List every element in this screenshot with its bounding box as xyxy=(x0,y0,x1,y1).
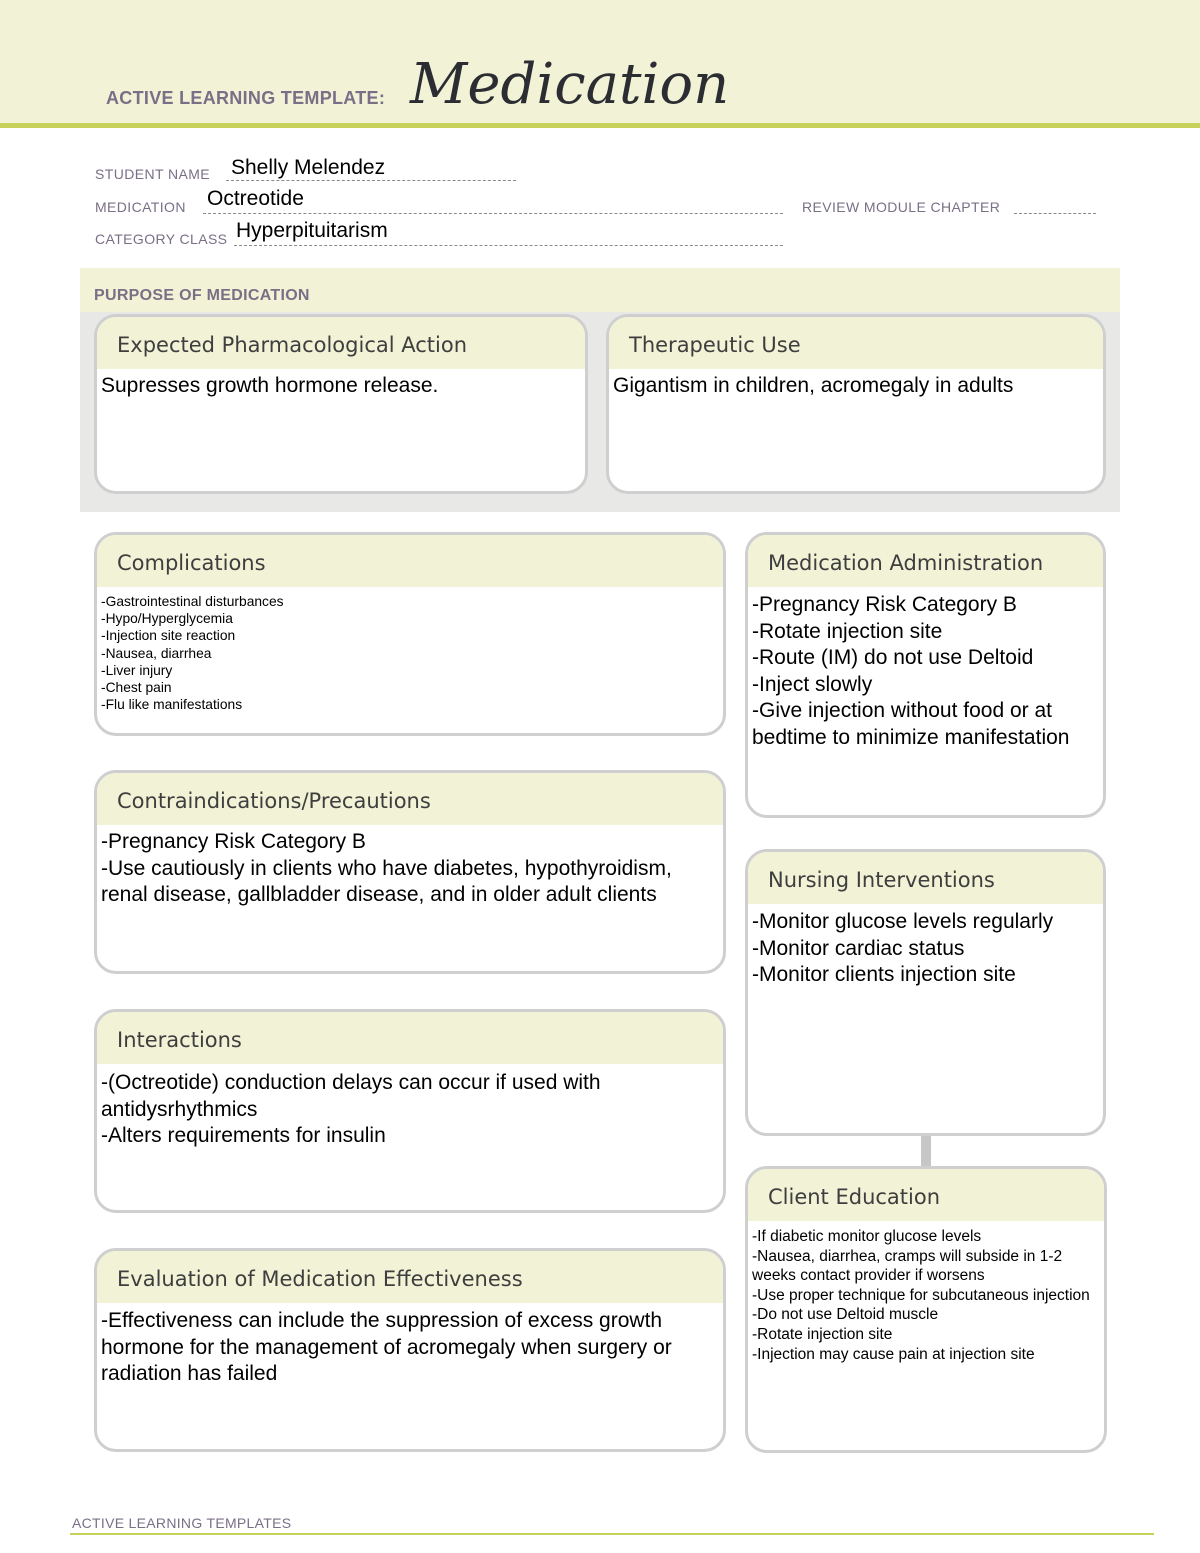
client-education-title: Client Education xyxy=(768,1185,941,1209)
medication-label: MEDICATION xyxy=(95,199,186,215)
complications-text[interactable]: -Gastrointestinal disturbances -Hypo/Hyperglycemia -Injection site reaction -Nausea, diarrhea -Liver injury -Chest pain -Flu like manifestations xyxy=(101,594,284,713)
nursing-interventions-text[interactable]: -Monitor glucose levels regularly -Monitor cardiac status -Monitor clients injection site xyxy=(752,910,1054,986)
evaluation-header xyxy=(97,1251,723,1303)
contraindications-text[interactable]: -Pregnancy Risk Category B -Use cautiously in clients who have diabetes, hypothyroidism, renal disease, gallbladder disease, and in older adult clients xyxy=(101,830,672,906)
header-rule xyxy=(0,123,1200,128)
medication-line xyxy=(203,213,783,214)
purpose-title: PURPOSE OF MEDICATION xyxy=(94,287,310,304)
review-module-label: REVIEW MODULE CHAPTER xyxy=(802,199,1001,215)
student-name-field[interactable]: Shelly Melendez xyxy=(231,156,386,179)
client-education-header xyxy=(748,1169,1104,1221)
therapeutic-use-text[interactable]: Gigantism in children, acromegaly in adults xyxy=(613,374,1014,397)
contraindications-header xyxy=(97,773,723,825)
nursing-interventions-title: Nursing Interventions xyxy=(768,868,995,892)
contraindications-title: Contraindications/Precautions xyxy=(117,789,431,813)
interactions-text[interactable]: -(Octreotide) conduction delays can occur if used with antidysrhythmics -Alters requirements for insulin xyxy=(101,1071,601,1147)
category-class-line xyxy=(234,245,783,246)
therapeutic-use-box xyxy=(606,314,1106,494)
medication-field[interactable]: Octreotide xyxy=(207,187,304,210)
evaluation-title: Evaluation of Medication Effectiveness xyxy=(117,1267,523,1291)
interactions-header xyxy=(97,1012,723,1064)
therapeutic-use-title: Therapeutic Use xyxy=(629,333,801,357)
nursing-interventions-header xyxy=(748,852,1103,904)
footer-rule xyxy=(70,1533,1154,1535)
student-name-label: STUDENT NAME xyxy=(95,166,210,182)
expected-action-box xyxy=(94,314,588,494)
medication-administration-box xyxy=(745,532,1106,818)
complications-box xyxy=(94,532,726,736)
review-module-line xyxy=(1014,213,1096,214)
medication-administration-header xyxy=(748,535,1103,587)
box-connector xyxy=(921,1136,931,1166)
therapeutic-use-header xyxy=(609,317,1103,369)
complications-title: Complications xyxy=(117,551,266,575)
medication-administration-title: Medication Administration xyxy=(768,551,1044,575)
footer-text: ACTIVE LEARNING TEMPLATES xyxy=(72,1515,292,1531)
template-title: Medication xyxy=(410,52,730,117)
contraindications-box xyxy=(94,770,726,974)
expected-action-header xyxy=(97,317,585,369)
complications-header xyxy=(97,535,723,587)
category-class-label: CATEGORY CLASS xyxy=(95,231,228,247)
template-prefix: ACTIVE LEARNING TEMPLATE: xyxy=(106,88,386,108)
interactions-title: Interactions xyxy=(117,1028,242,1052)
category-class-field[interactable]: Hyperpituitarism xyxy=(236,219,388,242)
interactions-box xyxy=(94,1009,726,1213)
client-education-text[interactable]: -If diabetic monitor glucose levels -Nausea, diarrhea, cramps will subside in 1-2 weeks contact provider if worsens -Use proper technique for subcutaneous injection -Do not use Deltoid muscle -Rotate injection site -Injection may cause pain at injection site xyxy=(752,1228,1090,1363)
evaluation-text[interactable]: -Effectiveness can include the suppression of excess growth hormone for the management of acromegaly when surgery or radiation has failed xyxy=(101,1309,672,1385)
evaluation-box xyxy=(94,1248,726,1452)
nursing-interventions-box xyxy=(745,849,1106,1136)
expected-action-text[interactable]: Supresses growth hormone release. xyxy=(101,374,439,397)
client-education-box xyxy=(745,1166,1107,1453)
medication-administration-text[interactable]: -Pregnancy Risk Category B -Rotate injection site -Route (IM) do not use Deltoid -Inject slowly -Give injection without food or at bedtime to minimize manifestation xyxy=(752,593,1070,749)
student-name-line xyxy=(226,180,516,181)
expected-action-title: Expected Pharmacological Action xyxy=(117,333,468,357)
